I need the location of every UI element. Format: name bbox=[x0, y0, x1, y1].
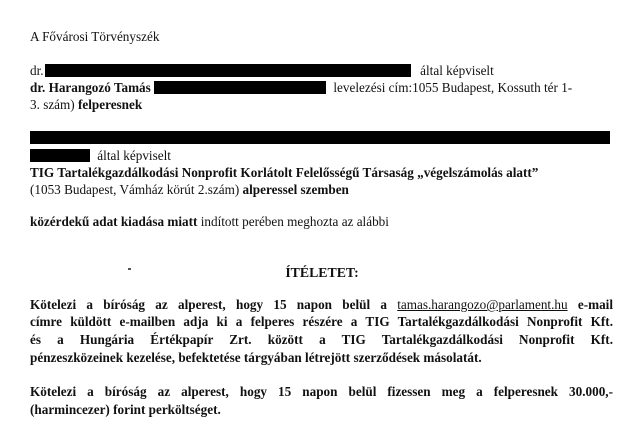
redaction-bar bbox=[30, 149, 90, 162]
defendant-address-line bbox=[30, 182, 349, 197]
redaction-bar bbox=[154, 81, 326, 94]
para1-text-a: Kötelezi a bíróság az alperest, hogy 15 napon belül a bbox=[30, 297, 387, 312]
defendant-name: TIG Tartalékgazdálkodási Nonprofit Korlátolt Felelősségű Társaság „végelszámolás alatt” bbox=[30, 165, 539, 180]
redaction-bar bbox=[45, 64, 411, 77]
defendant-rep-line bbox=[30, 148, 171, 163]
defendant-address: (1053 Budapest, Vámház körút 2.szám) bbox=[30, 182, 240, 197]
verdict-title: ÍTÉLETET: bbox=[285, 265, 359, 280]
defendant-name-line bbox=[30, 165, 538, 180]
plaintiff-role: felperesnek bbox=[77, 97, 143, 112]
redaction-bar bbox=[30, 131, 610, 144]
paragraph-1-line-3: és a Hungária Értékpapír Zrt. között a TIG Tartalékgazdálkodási Nonprofit Kft. bbox=[30, 332, 613, 347]
defendant-role: alperessel szemben bbox=[242, 182, 349, 197]
defendant-represented-by: által képviselt bbox=[97, 148, 171, 163]
paragraph-2-line-1: Kötelezi a bíróság az alperest, hogy 15 napon belül fizessen meg a felperesnek 30.000,- bbox=[30, 384, 613, 399]
plaintiff-rep-line bbox=[30, 63, 494, 78]
court-name: A Fővárosi Törvényszék bbox=[30, 29, 160, 44]
plaintiff-address-cont: 3. szám) bbox=[30, 97, 75, 112]
para1-text-b: e-mail bbox=[577, 297, 614, 312]
subject-line bbox=[30, 214, 389, 229]
court-line bbox=[30, 29, 159, 44]
paragraph-1-line-2: címre küldött e-mailben adja ki a felperes részére a TIG Tartalékgazdálkodási Nonprofit Kft. bbox=[30, 314, 613, 329]
plaintiff-name: dr. Harangozó Tamás bbox=[30, 80, 151, 95]
email-link[interactable]: tamas.harangozo@parlament.hu bbox=[397, 297, 568, 312]
plaintiff-represented-by: által képviselt bbox=[420, 63, 494, 78]
plaintiff-address: levelezési cím:1055 Budapest, Kossuth tér 1- bbox=[333, 80, 573, 95]
paragraph-1-line-4: pénzeszközeinek kezelése, befektetése tárgyában létrejött szerződések másolatát. bbox=[30, 350, 482, 365]
plaintiff-address-cont-line bbox=[30, 97, 142, 112]
paragraph-1-line-1 bbox=[30, 297, 613, 312]
subject-rest: indított perében meghozta az alábbi bbox=[200, 214, 389, 229]
plaintiff-prefix: dr. bbox=[30, 63, 44, 78]
defendant-rep-redaction-line bbox=[30, 130, 610, 145]
subject-bold: közérdekű adat kiadása miatt bbox=[30, 214, 198, 229]
plaintiff-name-line bbox=[30, 80, 572, 95]
paragraph-2-line-2: (harmincezer) forint perköltséget. bbox=[30, 402, 221, 417]
